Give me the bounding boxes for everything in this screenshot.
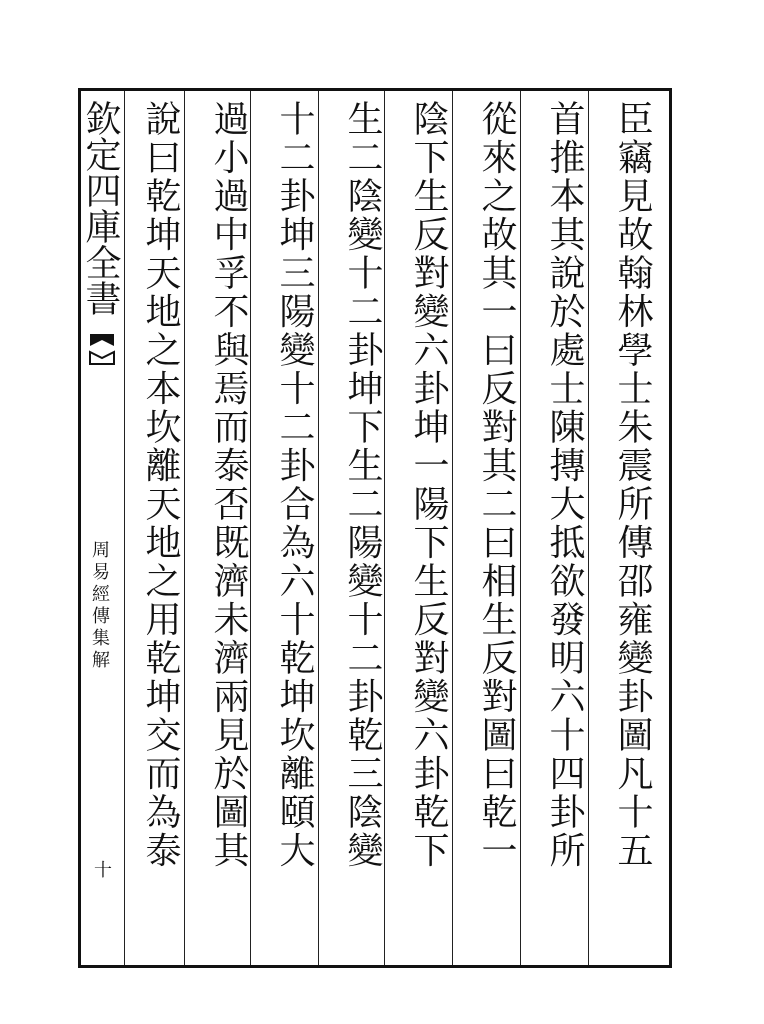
column-rule xyxy=(124,91,125,965)
text-column-8: 說曰乾坤天地之本坎離天地之用乾坤交而為泰 xyxy=(140,100,181,870)
section-title: 周易經傳集解 xyxy=(89,540,110,672)
page-marker: 十 xyxy=(91,860,112,878)
page-margin xyxy=(78,100,122,960)
text-column-3: 從來之故其一曰反對其二曰相生反對圖曰乾一 xyxy=(476,100,517,870)
text-column-6: 十二卦坤三陽變十二卦合為六十乾坤坎離頤大 xyxy=(274,100,315,870)
text-column-2: 首推本其說於處士陳摶大抵欲發明六十四卦所 xyxy=(544,100,585,870)
text-column-5: 生二陰變十二卦坤下生二陽變十二卦乾三陰變 xyxy=(342,100,383,870)
text-column-1: 臣竊見故翰林學士朱震所傳邵雍變卦圖凡十五 xyxy=(612,100,653,870)
fishtail-mark-icon xyxy=(88,332,116,366)
text-column-4: 陰下生反對變六卦坤一陽下生反對變六卦乾下 xyxy=(408,100,449,870)
book-title: 欽定四庫全書 xyxy=(80,100,121,316)
text-column-7: 過小過中孚不與焉而泰否既濟未濟兩見於圖其 xyxy=(208,100,249,870)
